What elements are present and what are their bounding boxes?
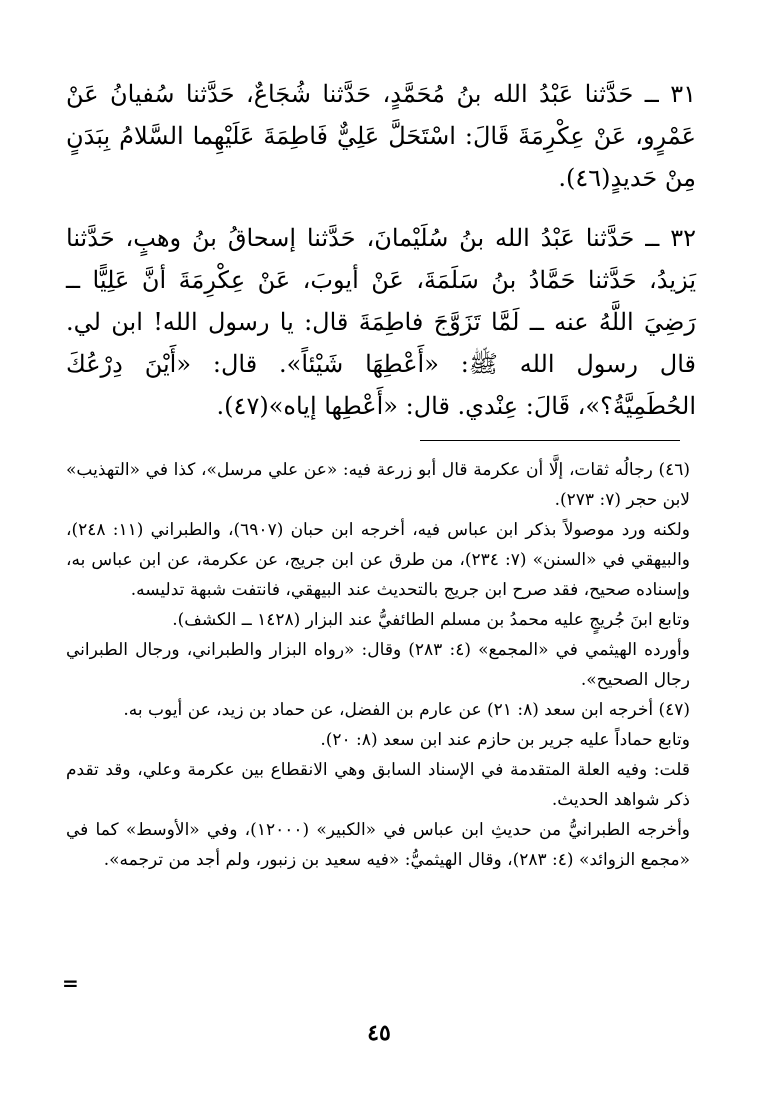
hadith-text: ٣١ ــ حَدَّثنا عَبْدُ الله بنُ مُحَمَّدٍ، حَدَّثنا شُجَاعٌ، حَدَّثنا سُفيانُ عَنْ عَمْرٍو، عَنْ عِكْرِمَةَ قَالَ: اسْتَحَلَّ عَلِيٌّ فَاطِمَةَ عَلَيْهِما السَّلامُ بِبَدَنٍ مِنْ حَديدٍ(٤٦). <box>66 80 696 192</box>
footnote-paragraph: قلت: وفيه العلة المتقدمة في الإسناد السابق وهي الانقطاع بين عكرمة وعلي، وقد تقدم ذكر شواهد الحديث. <box>66 760 690 810</box>
hadith-text: ٣٢ ــ حَدَّثنا عَبْدُ الله بنُ سُلَيْمانَ، حَدَّثنا إسحاقُ بنُ وهبٍ، حَدَّثنا يَزيدُ، حَدَّثنا حَمَّادُ بنُ سَلَمَةَ، عَنْ أيوبَ، عَنْ عِكْرِمَةَ أنَّ عَلِيًّا ــ رَضِيَ اللَّهُ عنه ــ لَمَّا تَزَوَّجَ فاطِمَةَ قال: يا رسول الله! ابن لي. قال رسول الله ﷺ: «أَعْطِهَا شَيْئاً». قال: «أَيْنَ دِرْعُكَ الحُطَمِيَّةُ؟»، قَالَ: عِنْدي. قال: «أَعْطِها إياه»(٤٧). <box>66 224 696 420</box>
hadith-31 <box>66 73 696 199</box>
footnote-paragraph: وأخرجه الطبرانيُّ من حديثِ ابن عباس في «الكبير» (١٢٠٠٠)، وفي «الأوسط» كما في «مجمع الزوائد» (٤: ٢٨٣)، وقال الهيثميُّ: «فيه سعيد بن زنبور، ولم أجد من ترجمه». <box>66 820 690 870</box>
footnote-separator <box>420 440 680 441</box>
footnote-paragraph: وتابع ابنَ جُريجٍ عليه محمدُ بن مسلم الطائفيُّ عند البزار (١٤٢٨ ــ الكشف). <box>172 610 690 630</box>
continuation-mark: = <box>62 971 79 995</box>
footnote-paragraph: ولكنه ورد موصولاً بذكر ابن عباس فيه، أخرجه ابن حبان (٦٩٠٧)، والطبراني (١١: ٢٤٨)، والبيهقي في «السنن» (٧: ٢٣٤)، من طرق عن ابن جريج، عن عكرمة، عن ابن عباس به، وإسناده صحيح، فقد صرح ابن جريج بالتحديث عند البيهقي، فانتفت شبهة تدليسه. <box>66 520 690 600</box>
footnote-46: (٤٦) رجالُه ثقات، إلَّا أن عكرمة قال أبو زرعة فيه: «عن علي مرسل»، كذا في «التهذيب» لابن حجر (٧: ٢٧٣). <box>66 460 690 510</box>
main-text <box>66 73 696 427</box>
footnote-paragraph: وتابع حماداً عليه جرير بن حازم عند ابن سعد (٨: ٢٠). <box>320 730 690 750</box>
footnotes <box>66 455 690 875</box>
page-number: ٤٥ <box>367 1020 391 1046</box>
hadith-32 <box>66 217 696 427</box>
footnote-paragraph: وأورده الهيثمي في «المجمع» (٤: ٢٨٣) وقال: «رواه البزار والطبراني، ورجال الطبراني رجال الصحيح». <box>66 640 690 690</box>
footnote-47: (٤٧) أخرجه ابن سعد (٨: ٢١) عن عارم بن الفضل، عن حماد بن زيد، عن أيوب به. <box>123 700 690 720</box>
